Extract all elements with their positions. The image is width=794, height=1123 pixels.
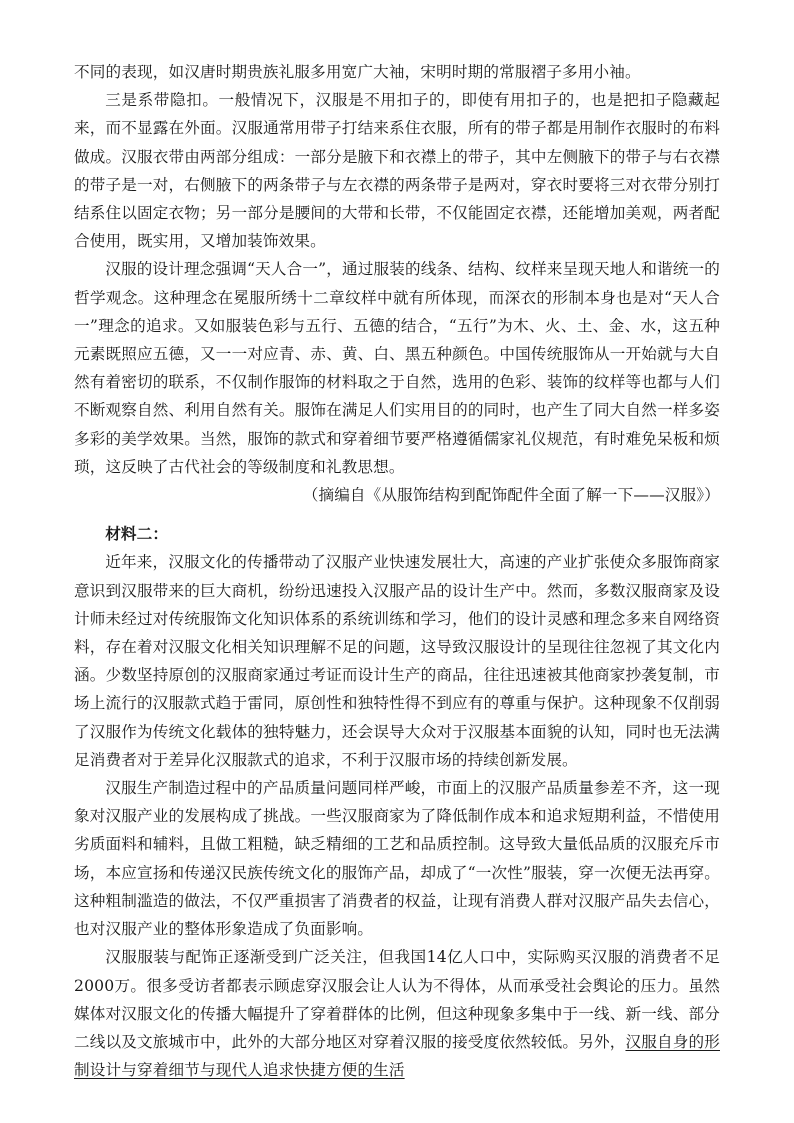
document-page [74, 58, 720, 1084]
source-citation: （摘编自《从服饰结构到配饰配件全面了解一下——汉服》） [302, 486, 720, 505]
paragraph-design-philosophy: 汉服的设计理念强调“天人合一”，通过服装的线条、结构、纹样来呈现天地人和谐统一的哲学观念。这种理念在冕服所绣十二章纹样中就有所体现，而深衣的形制本身也是对“天人合一”理念的追求。又如服装色彩与五行、五德的结合，“五行”为木、火、土、金、水，这五种元素既照应五德，又一一对应青、赤、黄、白、黑五种颜色。中国传统服饰从一开始就与大自然有着密切的联系，不仅制作服饰的材料取之于自然，选用的色彩、装饰的纹样等也都与人们不断观察自然、利用自然有关。服饰在满足人们实用目的的同时，也产生了同大自然一样多姿多彩的美学效果。当然，服饰的款式和穿着细节要严格遵循儒家礼仪规范，有时难免呆板和烦琐，这反映了古代社会的等级制度和礼教思想。 [74, 260, 720, 476]
paragraph-text: 汉服服装与配饰正逐渐受到广泛关注，但我国14亿人口中，实际购买汉服的消费者不足2000万。很多受访者都表示顾虑穿汉服会让人认为不得体，从而承受社会舆论的压力。虽然媒体对汉服文化的传播大幅提升了穿着群体的比例，但这种现象多集中于一线、新一线、部分二线以及文旅城市中，此外的大部分地区对穿着汉服的接受度依然较低。另外， [74, 948, 720, 1051]
paragraph-continuation: 不同的表现，如汉唐时期贵族礼服多用宽广大袖，宋明时期的常服褶子多用小袖。 [74, 63, 641, 81]
paragraph-consumer-acceptance [74, 943, 720, 1084]
underlined-text: 汉服自身的形制设计与穿着细节与现代人追求快捷方便的生活 [74, 1032, 720, 1080]
paragraph-industry-growth: 近年来，汉服文化的传播带动了汉服产业快速发展壮大，高速的产业扩张使众多服饰商家意识到汉服带来的巨大商机，纷纷迅速投入汉服产品的设计生产中。然而，多数汉服商家及设计师未经过对传统服饰文化知识体系的系统训练和学习，他们的设计灵感和理念多来自网络资料，存在着对汉服文化相关知识理解不足的问题，这导致汉服设计的呈现往往忽视了其文化内涵。少数坚持原创的汉服商家通过考证而设计生产的商品，往往迅速被其他商家抄袭复制，市场上流行的汉服款式趋于雷同，原创性和独特性得不到应有的尊重与保护。这种现象不仅削弱了汉服作为传统文化载体的独特魅力，还会误导大众对于汉服基本面貌的认知，同时也无法满足消费者对于差异化汉服款式的追求，不利于汉服市场的持续创新发展。 [74, 553, 720, 769]
section-heading-material-two: 材料二： [105, 524, 169, 544]
paragraph-ties-and-hidden-buttons: 三是系带隐扣。一般情况下，汉服是不用扣子的，即使有用扣子的，也是把扣子隐藏起来，而不显露在外面。汉服通常用带子打结来系住衣服，所有的带子都是用制作衣服时的布料做成。汉服衣带由两部分组成：一部分是腋下和衣襟上的带子，其中左侧腋下的带子与右衣襟的带子是一对，右侧腋下的两条带子与左衣襟的两条带子是两对，穿衣时要将三对衣带分别打结系住以固定衣物；另一部分是腰间的大带和长带，不仅能固定衣襟，还能增加美观，两者配合使用，既实用，又增加装饰效果。 [74, 91, 720, 251]
paragraph-product-quality: 汉服生产制造过程中的产品质量问题同样严峻，市面上的汉服产品质量参差不齐，这一现象对汉服产业的发展构成了挑战。一些汉服商家为了降低制作成本和追求短期利益，不惜使用劣质面料和辅料，且做工粗糙，缺乏精细的工艺和品质控制。这导致大量低品质的汉服充斥市场，本应宣扬和传递汉民族传统文化的服饰产品，却成了“一次性”服装，穿一次便无法再穿。这种粗制滥造的做法，不仅严重损害了消费者的权益，让现有消费人群对汉服产品失去信心，也对汉服产业的整体形象造成了负面影响。 [74, 779, 720, 939]
